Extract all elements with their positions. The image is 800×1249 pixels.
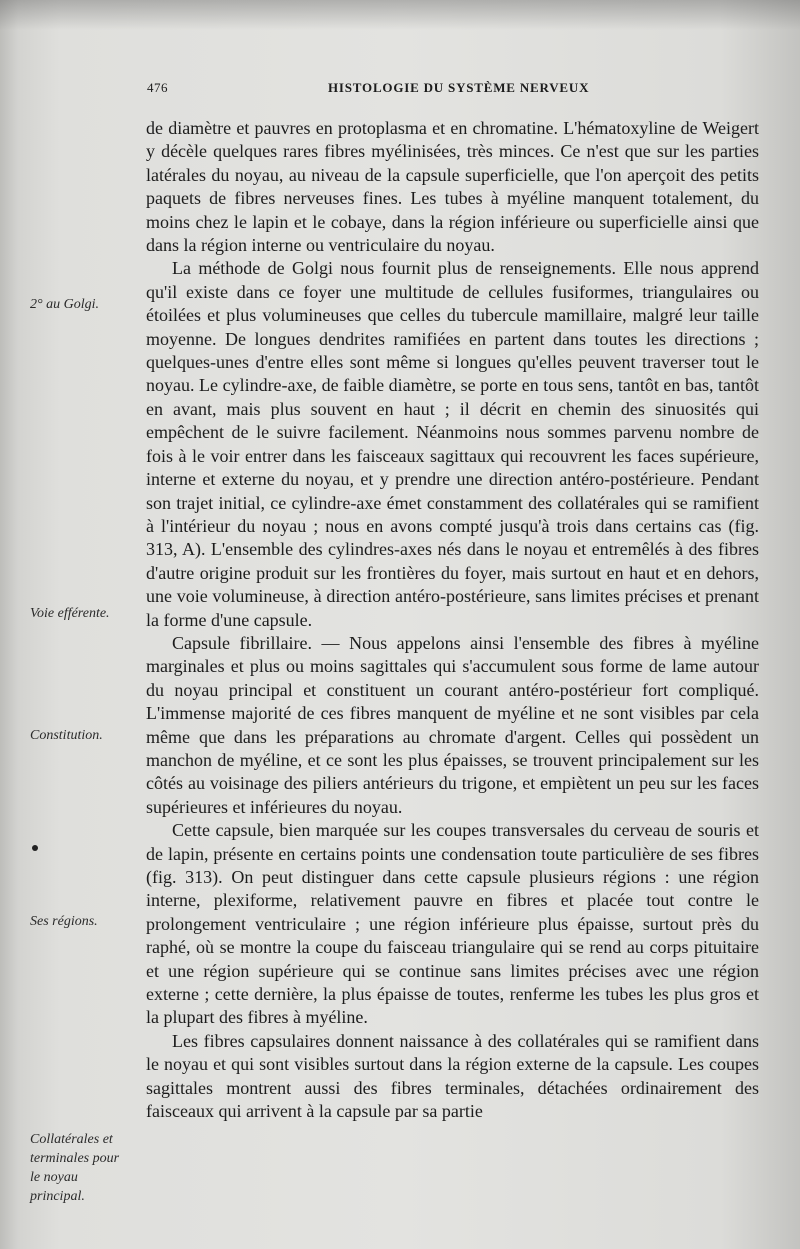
margin-note-voie-efferente: Voie efférente. [30,606,110,621]
paragraph: de diamètre et pauvres en protoplasma et en chromatine. L'hématoxyline de Weigert y décèle quelques rares fibres myélinisées, très minces. Ce n'est que sur les parties latérales du noyau, au niveau de la capsule superficielle, que l'on aperçoit des petits paquets de fibres nerveuses fines. Les tubes à myéline manquent totalement, du moins chez le lapin et le cobaye, dans la région inférieure ou superficielle ainsi que dans la région interne ou ventriculaire du noyau. [146,118,759,256]
paragraph: Cette capsule, bien marquée sur les coupes transversales du cerveau de souris et de lapin, présente en certains points une condensation toute particulière de ses fibres (fig. 313). On peut distinguer dans cette capsule plusieurs régions : une région interne, plexiforme, relativement pauvre en fibres et placée tout contre le prolongement ventriculaire ; une région inférieure plus épaisse, surtout près du raphé, où se montre la coupe du faisceau triangulaire qui se rend au corps pituitaire et une région supérieure qui se continue sans limites précises avec une région externe ; cette dernière, la plus épaisse de toutes, renferme les tubes les plus gros et la plupart des fibres à myéline. [146,820,759,1028]
running-title: HISTOLOGIE DU SYSTÈME NERVEUX [328,80,590,95]
page-header [0,80,800,102]
margin-dot-mark [32,845,38,851]
margin-note-collaterales: Collatérales et terminales pour le noyau principal. [30,1132,120,1204]
body-text [146,117,759,1123]
margin-note-constitution: Constitution. [30,728,103,743]
paragraph: Les fibres capsulaires donnent naissance à des collatérales qui se ramifient dans le noyau et qui sont visibles surtout dans la région externe de la capsule. Les coupes sagittales montrent aussi des fibres terminales, détachées ordinairement des faisceaux qui arrivent à la capsule par sa partie [146,1030,759,1122]
paragraph: La méthode de Golgi nous fournit plus de renseignements. Elle nous apprend qu'il existe dans ce foyer une multitude de cellules fusiformes, triangulaires ou étoilées et plus volumineuses que celles du tubercule mamillaire, malgré leur taille moyenne. De longues dendrites ramifiées en partent dans toutes les directions ; quelques-unes d'entre elles sont même si longues qu'elles peuvent traverser tout le noyau. Le cylindre-axe, de faible diamètre, se porte en tous sens, tantôt en bas, tantôt en avant, mais plus souvent en haut ; il décrit en chemin des sinuosités qui empêchent de le suivre facilement. Néanmoins nous sommes parvenu nombre de fois à le voir entrer dans les faisceaux sagittaux qui recouvrent les faces supérieure, interne et externe du noyau, et y prendre une direction antéro-postérieure. Pendant son trajet initial, ce cylindre-axe émet constamment des collatérales qui se ramifient à l'intérieur du noyau ; nous en avons compté jusqu'à trois dans certains cas (fig. 313, A). L'ensemble des cylindres-axes nés dans le noyau et entremêlés à des fibres d'autre origine produit sur les frontières du foyer, mais surtout en haut et en dehors, une voie volumineuse, à direction antéro-postérieure, sans limites précises et prenant la forme d'une capsule. [146,258,759,630]
paragraph: Capsule fibrillaire. — Nous appelons ainsi l'ensemble des fibres à myéline marginales et plus ou moins sagittales qui s'accumulent sous forme de lame autour du noyau principal et constituent un courant antéro-postérieur fort compliqué. L'immense majorité de ces fibres manquent de myéline et ne sont visibles par cela même que dans les préparations au chromate d'argent. Celles qui possèdent un manchon de myéline, et ce sont les plus épaisses, se trouvent principalement sur les côtés au voisinage des piliers antérieurs du trigone, et empiètent un peu sur les faces supérieures et inférieures du noyau. [146,632,759,817]
margin-note-regions: Ses régions. [30,914,98,929]
page-number: 476 [147,80,168,95]
margin-note-golgi: 2° au Golgi. [30,297,99,312]
